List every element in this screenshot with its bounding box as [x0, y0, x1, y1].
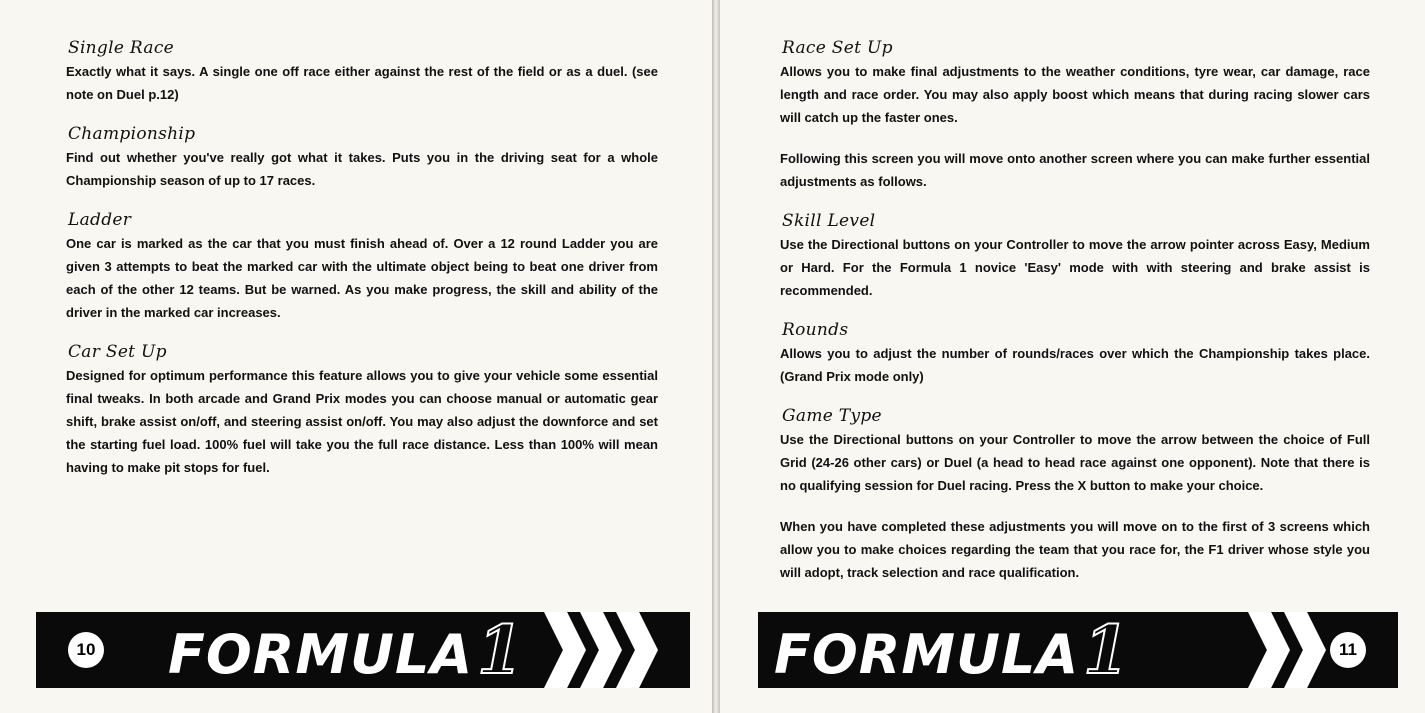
- single-race-text: Exactly what it says. A single one off race either against the rest of the field or as a duel. (see note on Duel p.12): [66, 64, 658, 102]
- book-spine: [712, 0, 720, 713]
- logo-text-right: FORMULA: [774, 623, 1080, 686]
- game-type-section: [780, 406, 1370, 584]
- game-type-followup-text: When you have completed these adjustments you will move on to the first of 3 screens which allow you to make choices regarding the team that you race for, the F1 driver whose style you will adopt, track selection and race qualification.: [780, 519, 1370, 580]
- page-number-left: 10: [68, 632, 104, 668]
- rounds-text: Allows you to adjust the number of rounds/races over which the Championship takes place. (Grand Prix mode only): [780, 346, 1370, 384]
- ladder-heading: Ladder: [68, 210, 132, 230]
- game-type-text: Use the Directional buttons on your Controller to move the arrow between the choice of Full Grid (24-26 other cars) or Duel (a head to head race against one opponent). Note that there is no qualifying session for Duel racing. Press the X button to make your choice.: [780, 432, 1370, 493]
- race-set-up-followup-text: Following this screen you will move onto another screen where you can make further essential adjustments as follows.: [780, 151, 1370, 189]
- chevron-right-icon: [1248, 612, 1290, 688]
- car-set-up-text: Designed for optimum performance this feature allows you to give your vehicle some essential final tweaks. In both arcade and Grand Prix modes you can choose manual or automatic gear shift, brake assist on/off, and steering assist on/off. You may also adjust the downforce and set the starting fuel load. 100% fuel will take you the full race distance. Less than 100% will mean having to make pit stops for fuel.: [66, 368, 658, 475]
- race-set-up-text: Allows you to make final adjustments to the weather conditions, tyre wear, car damage, race length and race order. You may also apply boost which means that during racing slower cars will catch up the faster ones.: [780, 64, 1370, 125]
- right-content: [780, 38, 1370, 602]
- single-race-heading: Single Race: [68, 38, 175, 58]
- championship-heading: Championship: [68, 124, 196, 144]
- chevron-right-icon: [580, 612, 622, 688]
- skill-level-text: Use the Directional buttons on your Controller to move the arrow pointer across Easy, Medium or Hard. For the Formula 1 novice 'Easy' mode with with steering and brake assist is recommended.: [780, 237, 1370, 298]
- logo-numeral-left: 1: [477, 611, 525, 689]
- car-set-up-heading: Car Set Up: [68, 342, 167, 362]
- race-set-up-section: [780, 38, 1370, 193]
- game-type-heading: Game Type: [782, 406, 882, 426]
- left-footer-banner: [36, 612, 690, 688]
- skill-level-heading: Skill Level: [782, 211, 876, 231]
- formula1-logo-right: [774, 611, 1131, 689]
- page-number-right: 11: [1330, 632, 1366, 668]
- left-page: [0, 0, 712, 713]
- race-set-up-heading: Race Set Up: [782, 38, 893, 58]
- rounds-heading: Rounds: [782, 320, 849, 340]
- skill-level-section: [780, 211, 1370, 302]
- single-race-section: [66, 38, 658, 106]
- right-page: [720, 0, 1425, 713]
- championship-text: Find out whether you've really got what it takes. Puts you in the driving seat for a whole Championship season of up to 17 races.: [66, 150, 658, 188]
- ladder-text: One car is marked as the car that you must finish ahead of. Over a 12 round Ladder you are given 3 attempts to beat the marked car with the ultimate object being to beat one driver from each of the other 12 teams. But be warned. As you make progress, the skill and ability of the driver in the marked car increases.: [66, 236, 658, 320]
- chevron-right-icon: [544, 612, 586, 688]
- right-footer-banner: [758, 612, 1398, 688]
- chevron-right-icon: [616, 612, 658, 688]
- championship-section: [66, 124, 658, 192]
- chevron-right-icon: [1284, 612, 1326, 688]
- rounds-section: [780, 320, 1370, 388]
- logo-numeral-right: 1: [1083, 611, 1131, 689]
- left-content: [66, 38, 658, 497]
- logo-text-left: FORMULA: [168, 623, 474, 686]
- car-set-up-section: [66, 342, 658, 479]
- ladder-section: [66, 210, 658, 324]
- formula1-logo-left: [168, 611, 525, 689]
